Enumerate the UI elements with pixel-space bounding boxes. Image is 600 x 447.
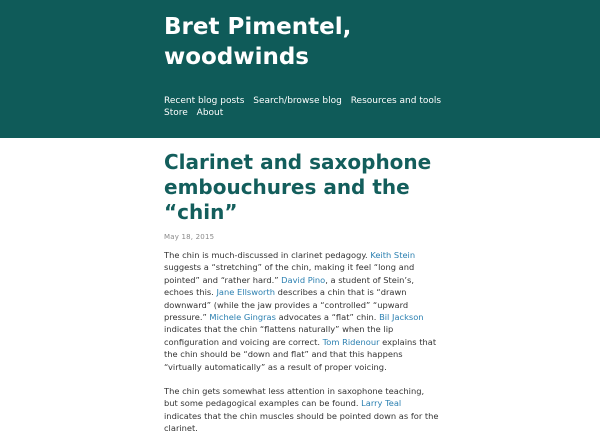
- nav-resources[interactable]: Resources and tools: [350, 96, 442, 106]
- paragraph-text: The chin gets somewhat less attention in saxophone teaching, but some pedagogical examples can be found.: [164, 386, 425, 409]
- post-date: May 18, 2015: [164, 233, 215, 241]
- link-jane-ellsworth[interactable]: Jane Ellsworth: [216, 287, 275, 298]
- nav-recent-posts[interactable]: Recent blog posts: [164, 96, 245, 106]
- paragraph-text: , a student of Stein’s, echoes this.: [164, 274, 415, 298]
- link-keith-stein[interactable]: Keith Stein: [370, 250, 416, 260]
- link-tom-ridenour[interactable]: Tom Ridenour: [322, 336, 380, 347]
- link-michele-gingras[interactable]: Michele Gingras: [209, 312, 276, 323]
- nav-search-blog[interactable]: Search/browse blog: [253, 96, 342, 106]
- link-larry-teal[interactable]: Larry Teal: [361, 398, 402, 409]
- site-title-line2[interactable]: woodwinds: [164, 44, 309, 70]
- site-header: [0, 0, 600, 138]
- paragraph-text: indicates that the chin “flattens naturally” when the lip configuration and voicing are correct.: [164, 324, 394, 347]
- main-content: [164, 138, 440, 447]
- site-title-line1[interactable]: Bret Pimentel,: [164, 14, 352, 40]
- paragraph-text: suggests a “stretching” of the chin, making it feel “long and pointed” and “rather hard.”: [164, 262, 415, 285]
- link-david-pino[interactable]: David Pino: [281, 274, 326, 285]
- post-title: Clarinet and saxophone embouchures and the “chin”: [164, 150, 432, 224]
- post-paragraph: [164, 249, 440, 373]
- nav-about[interactable]: About: [196, 108, 224, 118]
- site-title[interactable]: [164, 12, 464, 72]
- paragraph-text: describes a chin that is “drawn downward” (while the jaw provides a “controlled” “upward pressure.”: [164, 287, 409, 323]
- paragraph-text: advocates a “flat” chin.: [275, 312, 380, 323]
- post-paragraph: [164, 385, 440, 435]
- main-nav: [164, 95, 464, 119]
- paragraph-text: indicates that the chin muscles should be pointed down as for the clarinet.: [164, 410, 439, 434]
- paragraph-text: The chin is much-discussed in clarinet pedagogy.: [164, 250, 371, 260]
- link-bil-jackson[interactable]: Bil Jackson: [379, 312, 424, 323]
- paragraph-text: explains that the chin should be “down and flat” and that this happens “virtually automatically” as a result of proper voicing.: [164, 336, 437, 372]
- nav-store[interactable]: Store: [164, 108, 188, 118]
- post-body: [164, 249, 440, 435]
